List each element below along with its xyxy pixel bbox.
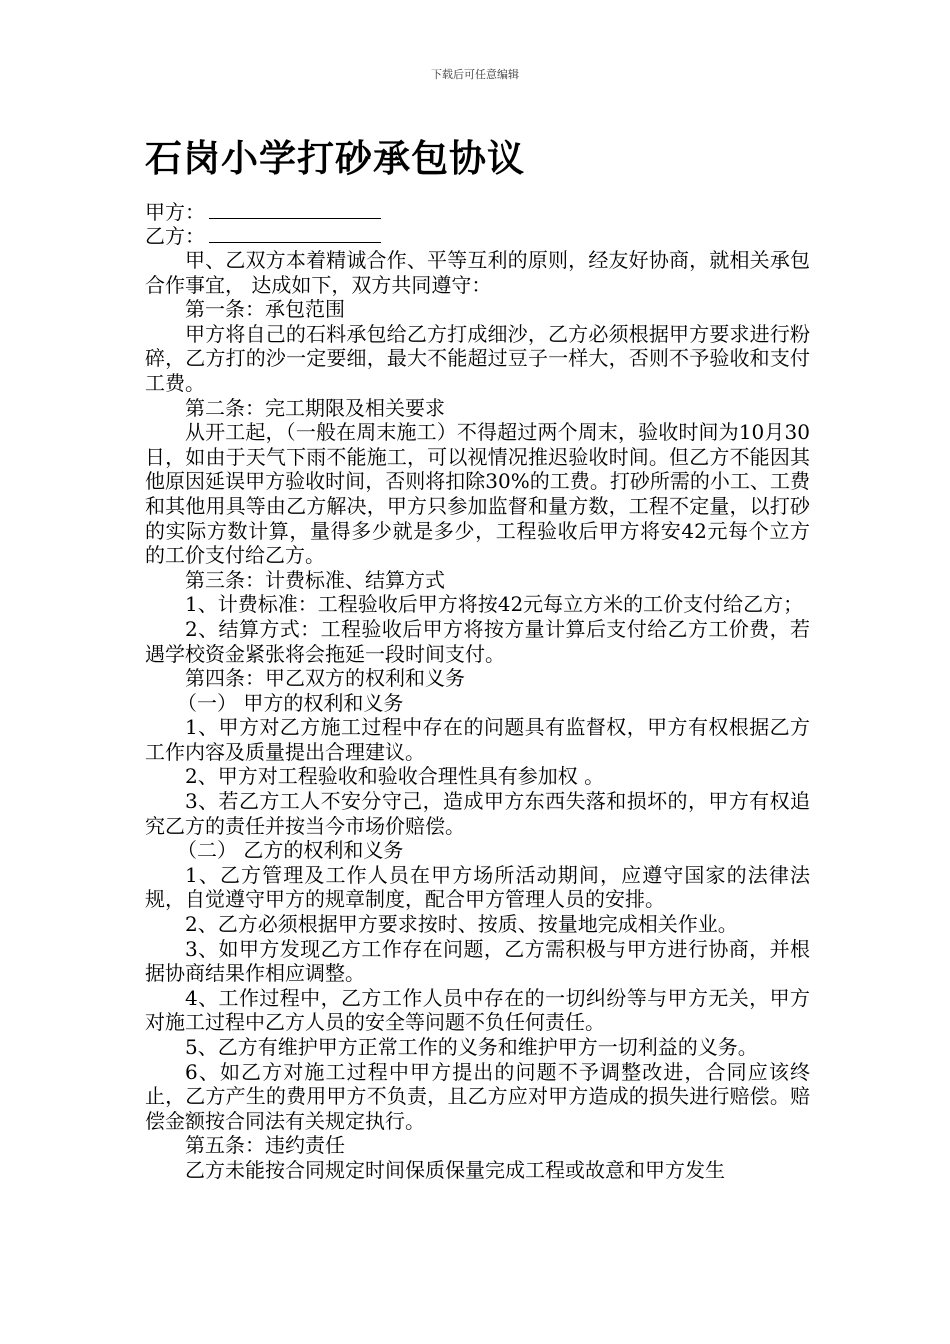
header-note: 下载后可任意编辑 xyxy=(431,68,519,81)
paragraph: 3、若乙方工人不安分守己，造成甲方东西失落和损坏的，甲方有权追究乙方的责任并按当今市场价赔偿。 xyxy=(145,789,810,838)
paragraph: 甲、乙双方本着精诚合作、平等互利的原则，经友好协商，就相关承包合作事宜， 达成如下，双方共同遵守： xyxy=(145,248,810,297)
section-heading: 第四条：甲乙双方的权利和义务 xyxy=(185,666,465,691)
paragraph: 甲方将自己的石料承包给乙方打成细沙，乙方必须根据甲方要求进行粉碎，乙方打的沙一定要细，最大不能超过豆子一样大，否则不予验收和支付工费。 xyxy=(145,321,810,395)
party-b-line xyxy=(145,224,381,248)
section-heading: 第一条：承包范围 xyxy=(185,297,345,322)
section-heading: 第五条：违约责任 xyxy=(185,1133,345,1158)
paragraph: 1、计费标准：工程验收后甲方将按42元每立方米的工价支付给乙方； xyxy=(185,592,804,617)
document-body xyxy=(145,248,810,1183)
paragraph: 乙方未能按合同规定时间保质保量完成工程或故意和甲方发生 xyxy=(185,1157,725,1182)
party-a-line xyxy=(145,200,381,224)
party-b-blank xyxy=(209,225,381,243)
subsection-heading: （二） 乙方的权利和义务 xyxy=(177,838,404,863)
party-a-blank xyxy=(209,201,381,219)
subsection-heading: （一） 甲方的权利和义务 xyxy=(177,690,404,715)
paragraph: 2、乙方必须根据甲方要求按时、按质、按量地完成相关作业。 xyxy=(185,912,738,937)
paragraph: 3、如甲方发现乙方工作存在问题，乙方需积极与甲方进行协商，并根据协商结果作相应调整。 xyxy=(145,936,810,986)
party-b-label: 乙方： xyxy=(145,224,205,248)
party-a-label: 甲方： xyxy=(145,200,205,224)
section-heading: 第三条：计费标准、结算方式 xyxy=(185,567,445,592)
paragraph: 1、乙方管理及工作人员在甲方场所活动期间，应遵守国家的法律法规，自觉遵守甲方的规章制度，配合甲方管理人员的安排。 xyxy=(145,862,810,912)
paragraph: 从开工起，（一般在周末施工）不得超过两个周末，验收时间为10月30日，如由于天气下雨不能施工，可以视情况推迟验收时间。但乙方不能因其他原因延误甲方验收时间，否则将扣除30%的工费。打砂所需的小工、工费和其他用具等由乙方解决，甲方只参加监督和量方数，工程不定量，以打砂的实际方数计算，量得多少就是多少，工程验收后甲方将安42元每个立方的工价支付给乙方。 xyxy=(145,420,810,568)
section-heading: 第二条：完工期限及相关要求 xyxy=(185,395,445,420)
paragraph: 2、甲方对工程验收和验收合理性具有参加权 。 xyxy=(185,764,605,789)
paragraph: 2、结算方式：工程验收后甲方将按方量计算后支付给乙方工价费，若遇学校资金紧张将会拖延一段时间支付。 xyxy=(145,616,810,666)
paragraph: 4、工作过程中，乙方工作人员中存在的一切纠纷等与甲方无关，甲方对施工过程中乙方人员的安全等问题不负任何责任。 xyxy=(145,985,810,1035)
document-title: 石岗小学打砂承包协议 xyxy=(145,136,525,180)
paragraph: 5、乙方有维护甲方正常工作的义务和维护甲方一切利益的义务。 xyxy=(185,1035,758,1059)
paragraph: 1、甲方对乙方施工过程中存在的问题具有监督权，甲方有权根据乙方工作内容及质量提出合理建议。 xyxy=(145,715,810,764)
paragraph: 6、如乙方对施工过程中甲方提出的问题不予调整改进，合同应该终止，乙方产生的费用甲方不负责，且乙方应对甲方造成的损失进行赔偿。赔偿金额按合同法有关规定执行。 xyxy=(145,1059,810,1133)
